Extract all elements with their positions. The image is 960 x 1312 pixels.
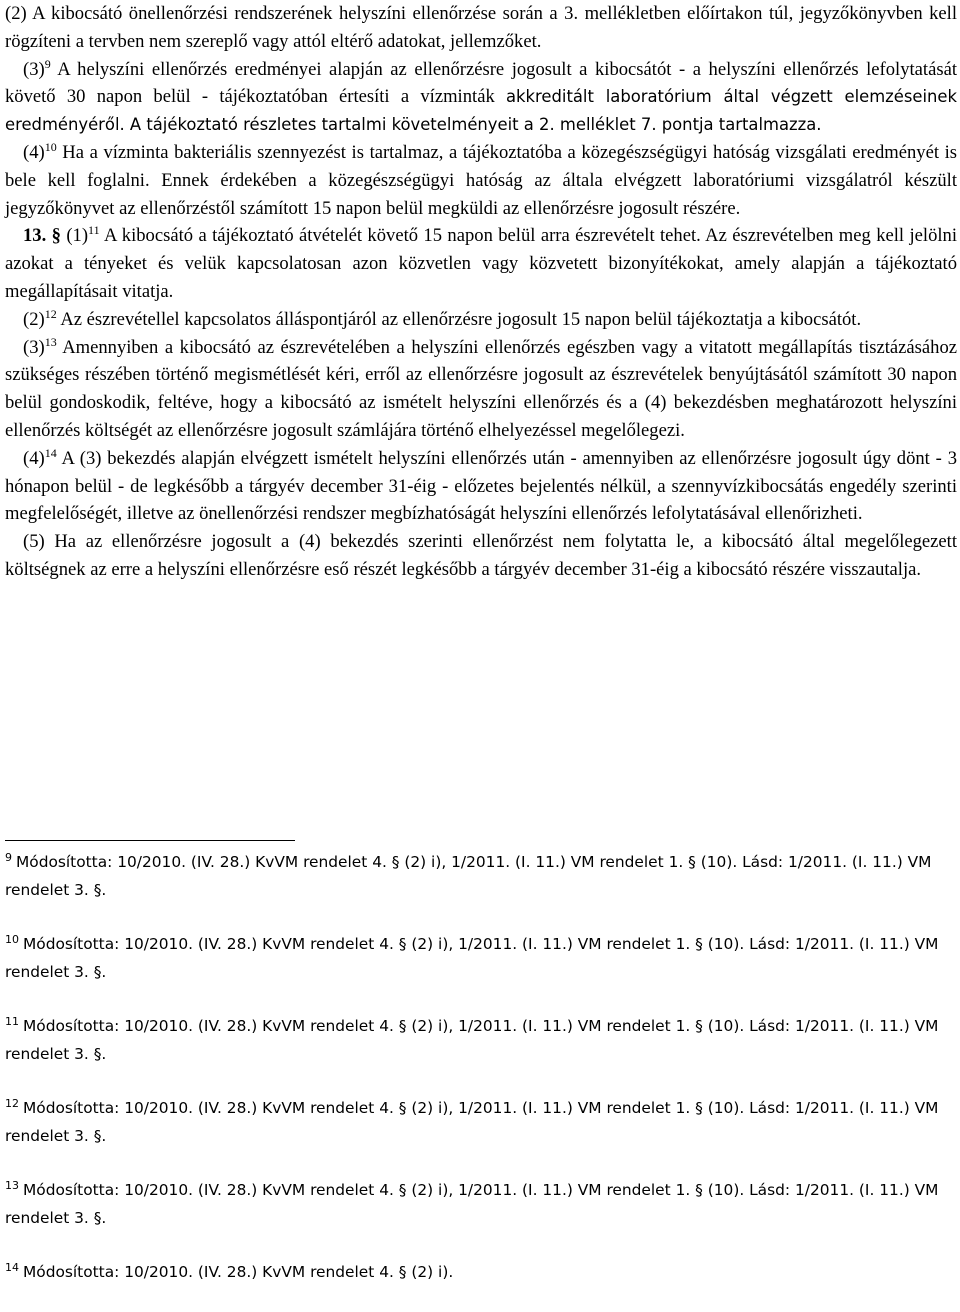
paragraph-text: Ha a vízminta bakteriális szennyezést is tartalmaz, a tájékoztatóba a közegészségügyi hatóság vizsgálati eredményét is bele kell foglalni. Ennek érdekében a közegészségügyi hatóság az általa elvégzett laboratóriumi vizsgálatról készült jegyzőkönyvet az ellenőrzéstől számított 15 napon belül megküldi az ellenőrzésre jogosult részére. [5,141,957,219]
paragraph-3 [5,56,957,139]
paragraph-text: A helyszíni ellenőrzés eredményei alapján az ellenőrzésre jogosult a kibocsátót - a helyszíni ellenőrzés lefolytatását követő 30 napon belül - tájékoztatóban értesíti a vízminták [5,58,957,108]
footnote-9 [5,848,955,904]
section-13-paragraph-1 [5,222,957,305]
paragraph-text: A kibocsátó a tájékoztató átvételét követő 15 napon belül arra észrevételt tehet. Az észrevételben meg kell jelölni azokat a tényeket és velük kapcsolatosan azon közvetlen vagy közvetett bizonyítékokat, amely alapján a tájékoztató megállapításait vitatja. [5,225,958,302]
footnote-text: Módosította: 10/2010. (IV. 28.) KvVM rendelet 4. § (2) i), 1/2011. (I. 11.) VM rendelet 1. § (10). Lásd: 1/2011. (I. 11.) VM rendelet 3. §. [5,1099,939,1145]
section-13-paragraph-4 [5,445,957,528]
section-13-paragraph-5: (5) Ha az ellenőrzésre jogosult a (4) bekezdés szerinti ellenőrzést nem folytatta le, a kibocsátó által megelőlegezett költségnek az erre a helyszíni ellenőrzésre eső részét legkésőbb a tárgyév december 31-éig a kibocsátó részére visszautalja. [5,531,957,580]
section-symbol: § [51,225,61,247]
paragraph-4 [5,139,957,222]
footnote-13 [5,1176,955,1232]
paragraph-number: (3) [23,58,45,80]
footnote-ref[interactable]: 10 [44,139,57,154]
footnotes [5,848,955,1312]
footnote-ref[interactable]: 14 [44,445,57,460]
footnote-14 [5,1258,955,1286]
footnote-ref[interactable]: 9 [44,56,51,71]
footnote-text: Módosította: 10/2010. (IV. 28.) KvVM rendelet 4. § (2) i), 1/2011. (I. 11.) VM rendelet 1. § (10). Lásd: 1/2011. (I. 11.) VM rendelet 3. §. [5,935,939,981]
footnote-text: Módosította: 10/2010. (IV. 28.) KvVM rendelet 4. § (2) i), 1/2011. (I. 11.) VM rendelet 1. § (10). Lásd: 1/2011. (I. 11.) VM rendelet 3. §. [5,1017,939,1063]
paragraph-text-continued: akkreditált laboratórium által végzett elemzéseinek eredményéről. A tájékoztató részletes tartalmi követelményeit a 2. melléklet 7. pontja tartalmazza. [5,87,958,135]
footnote-ref[interactable]: 11 [88,223,100,238]
paragraph-number: (3) [23,336,45,358]
section-13-paragraph-2 [5,306,957,334]
paragraph-number: (2) [23,308,45,330]
paragraph-number: (1) [66,225,89,247]
paragraph-text: Amennyiben a kibocsátó az észrevételében a helyszíni ellenőrzés egészben vagy a vitatott megállapítás tisztázásához szükséges részében történő megismétlését kéri, erről az ellenőrzésre jogosult az észrevételek benyújtásától számított 30 napon belül gondoskodik, feltéve, hogy a kibocsátó az ismételt helyszíni ellenőrzés és a (4) bekezdésben meghatározott helyszíni ellenőrzés költségét az ellenőrzésre jogosult számlájára történő elhelyezéssel megelőlegezi. [5,336,958,441]
paragraph-text: Az észrevétellel kapcsolatos álláspontjáról az ellenőrzésre jogosult 15 napon belül tájékoztatja a kibocsátót. [60,308,862,330]
footnote-11 [5,1012,955,1068]
footnote-number: 13 [5,1178,19,1192]
footnote-text: Módosította: 10/2010. (IV. 28.) KvVM rendelet 4. § (2) i). [23,1263,454,1281]
footnote-number: 14 [5,1260,19,1274]
footnote-12 [5,1094,955,1150]
footnote-number: 12 [5,1096,19,1110]
footnote-ref[interactable]: 13 [44,334,57,349]
footnote-10 [5,930,955,986]
paragraph-2: (2) A kibocsátó önellenőrzési rendszerének helyszíni ellenőrzése során a 3. mellékletben előírtakon túl, jegyzőkönyvben kell rögzíteni a tervben nem szereplő vagy attól eltérő adatokat, jellemzőket. [5,3,957,52]
footnote-number: 11 [5,1014,19,1028]
footnote-separator [5,840,295,841]
footnote-number: 9 [5,850,12,864]
footnote-text: Módosította: 10/2010. (IV. 28.) KvVM rendelet 4. § (2) i), 1/2011. (I. 11.) VM rendelet 1. § (10). Lásd: 1/2011. (I. 11.) VM rendelet 3. §. [5,1181,939,1227]
section-13-paragraph-3 [5,334,957,445]
paragraph-number: (4) [23,141,45,163]
body-text [5,0,957,584]
section-number: 13. [23,225,47,247]
footnote-number: 10 [5,932,19,946]
paragraph-number: (4) [23,447,45,469]
footnote-text: Módosította: 10/2010. (IV. 28.) KvVM rendelet 4. § (2) i), 1/2011. (I. 11.) VM rendelet 1. § (10). Lásd: 1/2011. (I. 11.) VM rendelet 3. §. [5,853,932,899]
paragraph-text: A (3) bekezdés alapján elvégzett ismételt helyszíni ellenőrzés után - amennyiben az ellenőrzésre jogosult úgy dönt - 3 hónapon belül - de legkésőbb a tárgyév december 31-éig - előzetes bejelentés nélkül, a szennyvízkibocsátás engedély szerinti megfelelőségét, illetve az önellenőrzési rendszer megbízhatóságát helyszíni ellenőrzés lefolytatásával ellenőrizheti. [5,447,958,525]
footnote-ref[interactable]: 12 [44,306,57,321]
